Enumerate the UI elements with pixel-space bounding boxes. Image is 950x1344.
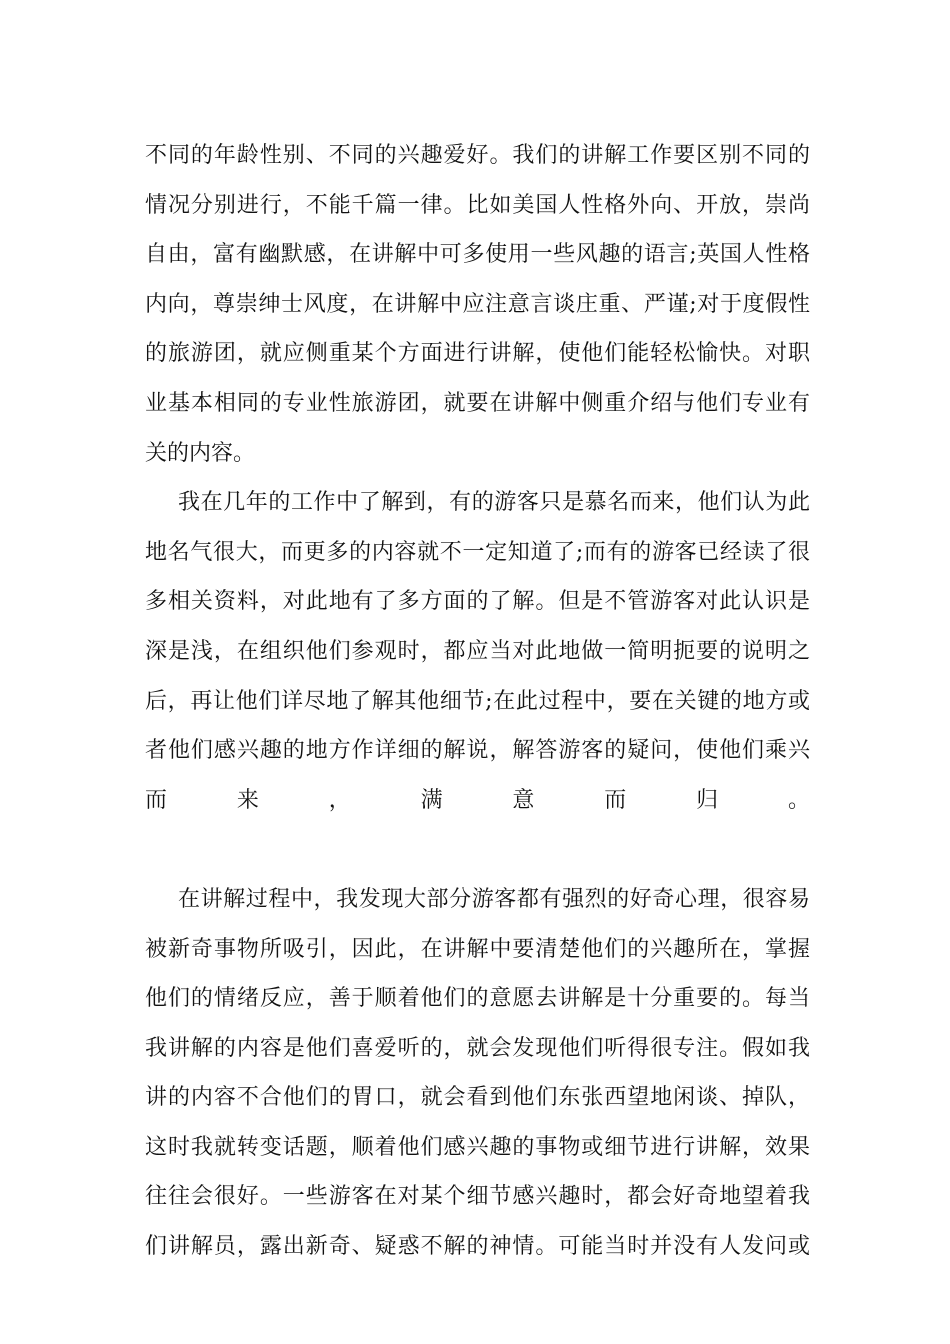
paragraph-1	[145, 131, 810, 478]
text-line: 们讲解员，露出新奇、疑惑不解的神情。可能当时并没有人发问或	[145, 1234, 810, 1260]
text-line: 者他们感兴趣的地方作详细的解说，解答游客的疑问，使他们乘兴	[145, 738, 810, 764]
text-line: 业基本相同的专业性旅游团，就要在讲解中侧重介绍与他们专业有	[145, 390, 810, 416]
text-line: 往往会很好。一些游客在对某个细节感兴趣时，都会好奇地望着我	[145, 1184, 810, 1210]
text-line: 深是浅，在组织他们参观时，都应当对此地做一简明扼要的说明之	[145, 638, 810, 664]
text-line: 这时我就转变话题，顺着他们感兴趣的事物或细节进行讲解，效果	[145, 1134, 810, 1160]
paragraph-2	[145, 478, 810, 875]
text-line: 不同的年龄性别、不同的兴趣爱好。我们的讲解工作要区别不同的	[145, 143, 810, 168]
text-line: 而来，满意而归。	[145, 787, 810, 813]
text-line: 被新奇事物所吸引，因此，在讲解中要清楚他们的兴趣所在，掌握	[145, 936, 810, 962]
text-line: 关的内容。	[145, 440, 256, 466]
text-line: 他们的情绪反应，善于顺着他们的意愿去讲解是十分重要的。每当	[145, 986, 810, 1012]
text-line: 我讲解的内容是他们喜爱听的，就会发现他们听得很专注。假如我	[145, 1035, 810, 1061]
text-line: 在讲解过程中，我发现大部分游客都有强烈的好奇心理，很容易	[178, 886, 810, 912]
body-text	[145, 131, 810, 1272]
text-line: 自由，富有幽默感，在讲解中可多使用一些风趣的语言;英国人性格	[145, 242, 810, 268]
text-line: 讲的内容不合他们的胃口，就会看到他们东张西望地闲谈、掉队，	[145, 1085, 810, 1111]
text-line: 后，再让他们详尽地了解其他细节;在此过程中，要在关键的地方或	[145, 688, 810, 714]
paragraph-3	[145, 875, 810, 1272]
text-line: 地名气很大，而更多的内容就不一定知道了;而有的游客已经读了很	[145, 539, 810, 565]
text-line: 内向，尊崇绅士风度，在讲解中应注意言谈庄重、严谨;对于度假性	[145, 291, 810, 317]
text-line: 的旅游团，就应侧重某个方面进行讲解，使他们能轻松愉快。对职	[145, 341, 810, 367]
text-line: 情况分别进行，不能千篇一律。比如美国人性格外向、开放，崇尚	[145, 192, 810, 218]
text-line	[145, 825, 810, 875]
text-line: 我在几年的工作中了解到，有的游客只是慕名而来，他们认为此	[178, 490, 810, 516]
text-line: 多相关资料，对此地有了多方面的了解。但是不管游客对此认识是	[145, 589, 810, 615]
